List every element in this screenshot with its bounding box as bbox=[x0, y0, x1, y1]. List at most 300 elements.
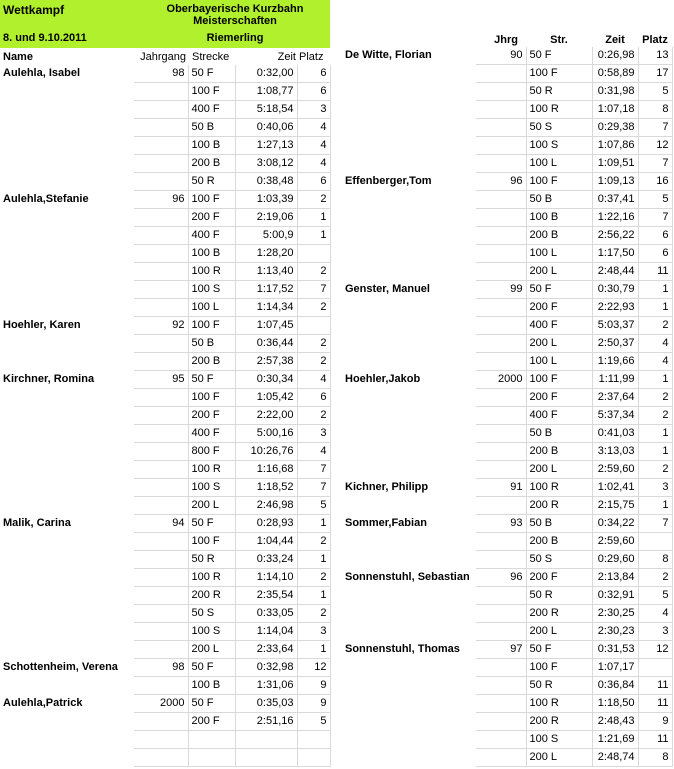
col-header-place: Platz bbox=[299, 51, 324, 63]
result-row bbox=[342, 731, 672, 749]
result-row bbox=[342, 515, 672, 533]
placing: 2 bbox=[297, 407, 330, 425]
swim-time: 1:09,51 bbox=[592, 155, 638, 173]
placing: 17 bbox=[638, 65, 672, 83]
result-row bbox=[0, 659, 330, 677]
athlete-name bbox=[342, 551, 476, 569]
placing: 4 bbox=[297, 371, 330, 389]
swim-time: 1:13,40 bbox=[235, 263, 297, 281]
athlete-name bbox=[342, 209, 476, 227]
athlete-name: Schottenheim, Verena bbox=[3, 661, 118, 673]
swim-time: 0:35,03 bbox=[235, 695, 297, 713]
result-row bbox=[0, 371, 330, 389]
birth-year bbox=[476, 695, 526, 713]
swim-time: 2:48,44 bbox=[592, 263, 638, 281]
birth-year bbox=[134, 569, 188, 587]
birth-year: 90 bbox=[476, 47, 526, 65]
stroke-distance: 100 F bbox=[188, 191, 235, 209]
result-row bbox=[0, 83, 330, 101]
athlete-name: Hoehler,Jakob bbox=[345, 373, 421, 385]
swim-time: 0:41,03 bbox=[592, 425, 638, 443]
swim-time: 2:35,54 bbox=[235, 587, 297, 605]
athlete-name bbox=[0, 551, 134, 569]
swim-time: 0:38,48 bbox=[235, 173, 297, 191]
placing: 7 bbox=[297, 461, 330, 479]
result-row bbox=[0, 749, 330, 767]
result-row bbox=[0, 551, 330, 569]
stroke-distance: 50 R bbox=[188, 173, 235, 191]
swim-time: 2:22,00 bbox=[235, 407, 297, 425]
athlete-name bbox=[342, 245, 476, 263]
athlete-name: Malik, Carina bbox=[3, 517, 71, 529]
placing: 8 bbox=[638, 101, 672, 119]
swim-time: 1:27,13 bbox=[235, 137, 297, 155]
athlete-name bbox=[0, 443, 134, 461]
placing: 4 bbox=[638, 335, 672, 353]
result-row bbox=[342, 713, 672, 731]
athlete-name bbox=[342, 353, 476, 371]
stroke-distance: 200 F bbox=[188, 209, 235, 227]
stroke-distance: 100 B bbox=[188, 677, 235, 695]
col-header-year: Jahrgang bbox=[140, 51, 186, 63]
result-row bbox=[342, 497, 672, 515]
swim-time: 1:04,44 bbox=[235, 533, 297, 551]
birth-year bbox=[134, 137, 188, 155]
result-row bbox=[342, 533, 672, 551]
birth-year bbox=[134, 101, 188, 119]
placing: 2 bbox=[638, 389, 672, 407]
birth-year bbox=[476, 587, 526, 605]
placing: 2 bbox=[297, 191, 330, 209]
stroke-distance: 100 S bbox=[526, 731, 592, 749]
placing: 13 bbox=[638, 47, 672, 65]
stroke-distance: 50 F bbox=[526, 281, 592, 299]
stroke-distance: 200 F bbox=[526, 389, 592, 407]
swim-time: 2:50,37 bbox=[592, 335, 638, 353]
swim-time: 2:59,60 bbox=[592, 461, 638, 479]
placing: 6 bbox=[297, 83, 330, 101]
result-row bbox=[342, 83, 672, 101]
birth-year bbox=[476, 623, 526, 641]
athlete-name bbox=[0, 173, 134, 191]
placing: 8 bbox=[638, 551, 672, 569]
placing: 11 bbox=[638, 677, 672, 695]
placing: 2 bbox=[297, 353, 330, 371]
result-row bbox=[0, 119, 330, 137]
birth-year bbox=[134, 461, 188, 479]
birth-year bbox=[134, 227, 188, 245]
birth-year bbox=[476, 677, 526, 695]
athlete-name: Sonnenstuhl, Thomas bbox=[345, 643, 460, 655]
result-row bbox=[342, 587, 672, 605]
birth-year bbox=[476, 209, 526, 227]
swim-time: 0:28,93 bbox=[235, 515, 297, 533]
stroke-distance: 200 L bbox=[526, 263, 592, 281]
stroke-distance: 200 B bbox=[188, 353, 235, 371]
athlete-name bbox=[342, 407, 476, 425]
athlete-name bbox=[342, 83, 476, 101]
stroke-distance: 200 L bbox=[526, 461, 592, 479]
header-band bbox=[0, 0, 330, 48]
swim-time: 1:14,10 bbox=[235, 569, 297, 587]
athlete-name bbox=[0, 731, 134, 749]
swim-time: 0:40,06 bbox=[235, 119, 297, 137]
placing: 11 bbox=[638, 731, 672, 749]
stroke-distance: 100 R bbox=[526, 479, 592, 497]
result-row bbox=[0, 227, 330, 245]
placing: 2 bbox=[297, 569, 330, 587]
result-row bbox=[0, 443, 330, 461]
swim-time: 1:19,66 bbox=[592, 353, 638, 371]
birth-year bbox=[476, 245, 526, 263]
athlete-name bbox=[0, 641, 134, 659]
swim-time: 5:37,34 bbox=[592, 407, 638, 425]
swim-time: 0:29,38 bbox=[592, 119, 638, 137]
result-row bbox=[342, 299, 672, 317]
birth-year: 92 bbox=[134, 317, 188, 335]
birth-year bbox=[476, 155, 526, 173]
result-row bbox=[342, 317, 672, 335]
swim-time: 0:33,05 bbox=[235, 605, 297, 623]
swim-time: 1:11,99 bbox=[592, 371, 638, 389]
placing: 2 bbox=[638, 461, 672, 479]
birth-year bbox=[134, 677, 188, 695]
birth-year bbox=[134, 533, 188, 551]
athlete-name bbox=[0, 713, 134, 731]
swim-time: 1:07,17 bbox=[592, 659, 638, 677]
placing: 1 bbox=[638, 371, 672, 389]
swim-time: 1:31,06 bbox=[235, 677, 297, 695]
stroke-distance: 200 L bbox=[188, 497, 235, 515]
result-row bbox=[342, 281, 672, 299]
swim-time: 0:32,00 bbox=[235, 65, 297, 83]
swim-time: 0:34,22 bbox=[592, 515, 638, 533]
athlete-name bbox=[0, 587, 134, 605]
result-row bbox=[342, 605, 672, 623]
swim-time: 5:00,16 bbox=[235, 425, 297, 443]
swim-time: 2:13,84 bbox=[592, 569, 638, 587]
athlete-name bbox=[0, 335, 134, 353]
birth-year bbox=[134, 749, 188, 767]
swim-time: 0:37,41 bbox=[592, 191, 638, 209]
birth-year bbox=[134, 587, 188, 605]
athlete-name bbox=[342, 731, 476, 749]
birth-year bbox=[476, 299, 526, 317]
stroke-distance: 50 S bbox=[188, 605, 235, 623]
placing: 2 bbox=[297, 533, 330, 551]
result-row bbox=[0, 623, 330, 641]
placing: 11 bbox=[638, 695, 672, 713]
swim-time: 1:07,86 bbox=[592, 137, 638, 155]
stroke-distance: 50 B bbox=[188, 119, 235, 137]
stroke-distance: 100 S bbox=[526, 137, 592, 155]
birth-year bbox=[134, 155, 188, 173]
placing: 4 bbox=[297, 137, 330, 155]
stroke-distance: 100 R bbox=[188, 569, 235, 587]
placing: 7 bbox=[638, 515, 672, 533]
athlete-name bbox=[342, 263, 476, 281]
stroke-distance: 100 F bbox=[188, 533, 235, 551]
result-row bbox=[342, 479, 672, 497]
athlete-name bbox=[342, 677, 476, 695]
stroke-distance bbox=[188, 749, 235, 767]
athlete-name bbox=[0, 605, 134, 623]
athlete-name: Kichner, Philipp bbox=[345, 481, 429, 493]
placing: 12 bbox=[638, 137, 672, 155]
birth-year bbox=[476, 263, 526, 281]
stroke-distance: 400 F bbox=[188, 425, 235, 443]
birth-year bbox=[476, 749, 526, 767]
athlete-name bbox=[342, 695, 476, 713]
result-row bbox=[342, 569, 672, 587]
stroke-distance: 50 F bbox=[188, 515, 235, 533]
birth-year bbox=[476, 407, 526, 425]
result-row bbox=[0, 587, 330, 605]
birth-year: 2000 bbox=[476, 371, 526, 389]
stroke-distance: 100 L bbox=[188, 299, 235, 317]
athlete-name bbox=[342, 533, 476, 551]
birth-year bbox=[134, 119, 188, 137]
result-row bbox=[342, 677, 672, 695]
stroke-distance: 50 F bbox=[188, 65, 235, 83]
athlete-name bbox=[342, 497, 476, 515]
swim-time: 1:07,18 bbox=[592, 101, 638, 119]
birth-year bbox=[134, 425, 188, 443]
birth-year bbox=[476, 533, 526, 551]
athlete-name bbox=[342, 65, 476, 83]
swim-time: 3:08,12 bbox=[235, 155, 297, 173]
placing: 9 bbox=[297, 677, 330, 695]
swim-time: 0:31,98 bbox=[592, 83, 638, 101]
birth-year: 95 bbox=[134, 371, 188, 389]
birth-year bbox=[476, 101, 526, 119]
birth-year bbox=[476, 83, 526, 101]
birth-year bbox=[134, 713, 188, 731]
swim-time: 1:17,52 bbox=[235, 281, 297, 299]
birth-year bbox=[134, 263, 188, 281]
stroke-distance: 100 F bbox=[526, 371, 592, 389]
athlete-name: Aulehla, Isabel bbox=[3, 67, 81, 80]
stroke-distance: 400 F bbox=[526, 407, 592, 425]
result-row bbox=[342, 623, 672, 641]
placing: 6 bbox=[297, 65, 330, 83]
placing bbox=[638, 659, 672, 677]
placing: 1 bbox=[297, 551, 330, 569]
stroke-distance: 50 B bbox=[526, 425, 592, 443]
stroke-distance: 200 R bbox=[526, 605, 592, 623]
swim-time: 1:18,50 bbox=[592, 695, 638, 713]
swim-time: 1:17,50 bbox=[592, 245, 638, 263]
stroke-distance: 100 F bbox=[188, 389, 235, 407]
stroke-distance: 100 B bbox=[188, 137, 235, 155]
placing: 1 bbox=[297, 515, 330, 533]
swim-time: 3:13,03 bbox=[592, 443, 638, 461]
athlete-name bbox=[342, 137, 476, 155]
result-row bbox=[342, 407, 672, 425]
birth-year bbox=[134, 479, 188, 497]
stroke-distance: 200 L bbox=[526, 335, 592, 353]
swim-time: 0:30,79 bbox=[592, 281, 638, 299]
birth-year bbox=[134, 443, 188, 461]
result-row bbox=[342, 353, 672, 371]
stroke-distance: 50 S bbox=[526, 119, 592, 137]
result-row bbox=[342, 101, 672, 119]
placing: 12 bbox=[638, 641, 672, 659]
placing: 7 bbox=[297, 281, 330, 299]
placing: 2 bbox=[297, 335, 330, 353]
athlete-name bbox=[342, 227, 476, 245]
stroke-distance: 100 R bbox=[188, 461, 235, 479]
placing: 6 bbox=[638, 245, 672, 263]
swim-time: 2:56,22 bbox=[592, 227, 638, 245]
birth-year: 91 bbox=[476, 479, 526, 497]
swim-time: 2:19,06 bbox=[235, 209, 297, 227]
stroke-distance: 200 B bbox=[526, 227, 592, 245]
placing: 1 bbox=[297, 227, 330, 245]
col-header-time-right: Zeit bbox=[605, 34, 625, 46]
athlete-name: Genster, Manuel bbox=[345, 283, 430, 295]
stroke-distance: 50 F bbox=[188, 695, 235, 713]
athlete-name bbox=[342, 605, 476, 623]
birth-year bbox=[476, 353, 526, 371]
athlete-name bbox=[0, 353, 134, 371]
swim-time: 1:22,16 bbox=[592, 209, 638, 227]
swim-time: 2:30,25 bbox=[592, 605, 638, 623]
athlete-name bbox=[342, 749, 476, 767]
placing: 2 bbox=[638, 569, 672, 587]
placing: 1 bbox=[297, 641, 330, 659]
stroke-distance: 50 B bbox=[188, 335, 235, 353]
placing: 2 bbox=[297, 299, 330, 317]
swim-time: 2:57,38 bbox=[235, 353, 297, 371]
result-row bbox=[342, 443, 672, 461]
birth-year bbox=[134, 281, 188, 299]
placing: 1 bbox=[638, 497, 672, 515]
placing: 3 bbox=[297, 623, 330, 641]
result-row bbox=[0, 425, 330, 443]
placing: 8 bbox=[638, 749, 672, 767]
result-row bbox=[0, 281, 330, 299]
stroke-distance: 100 L bbox=[526, 245, 592, 263]
result-row bbox=[0, 155, 330, 173]
swim-time: 5:03,37 bbox=[592, 317, 638, 335]
placing: 3 bbox=[638, 479, 672, 497]
stroke-distance: 400 F bbox=[188, 227, 235, 245]
athlete-name bbox=[0, 389, 134, 407]
placing: 6 bbox=[297, 389, 330, 407]
athlete-name bbox=[342, 659, 476, 677]
result-row bbox=[0, 533, 330, 551]
swim-time: 1:14,34 bbox=[235, 299, 297, 317]
birth-year bbox=[134, 389, 188, 407]
result-row bbox=[342, 551, 672, 569]
result-row bbox=[342, 335, 672, 353]
placing: 6 bbox=[297, 173, 330, 191]
athlete-name bbox=[342, 713, 476, 731]
athlete-name bbox=[0, 83, 134, 101]
athlete-name bbox=[0, 245, 134, 263]
left-results-table bbox=[0, 65, 331, 767]
athlete-name: De Witte, Florian bbox=[345, 49, 432, 62]
placing: 5 bbox=[638, 587, 672, 605]
col-header-time: Zeit bbox=[277, 51, 296, 63]
birth-year bbox=[134, 551, 188, 569]
stroke-distance: 200 F bbox=[188, 407, 235, 425]
birth-year bbox=[476, 191, 526, 209]
athlete-name bbox=[342, 191, 476, 209]
stroke-distance: 100 B bbox=[526, 209, 592, 227]
stroke-distance: 400 F bbox=[188, 101, 235, 119]
athlete-name bbox=[0, 569, 134, 587]
placing: 9 bbox=[638, 713, 672, 731]
stroke-distance: 200 L bbox=[526, 749, 592, 767]
placing: 2 bbox=[297, 605, 330, 623]
birth-year bbox=[476, 119, 526, 137]
athlete-name: Aulehla,Stefanie bbox=[3, 193, 89, 205]
stroke-distance: 50 R bbox=[526, 83, 592, 101]
birth-year: 97 bbox=[476, 641, 526, 659]
placing: 5 bbox=[297, 713, 330, 731]
result-row bbox=[342, 263, 672, 281]
placing: 4 bbox=[297, 119, 330, 137]
stroke-distance: 100 R bbox=[526, 695, 592, 713]
swim-time: 2:59,60 bbox=[592, 533, 638, 551]
stroke-distance: 200 B bbox=[526, 533, 592, 551]
result-row bbox=[0, 677, 330, 695]
swim-time: 5:00,9 bbox=[235, 227, 297, 245]
result-row bbox=[342, 227, 672, 245]
stroke-distance: 200 R bbox=[526, 713, 592, 731]
athlete-name bbox=[0, 407, 134, 425]
placing: 2 bbox=[638, 407, 672, 425]
result-row bbox=[342, 371, 672, 389]
placing: 7 bbox=[638, 119, 672, 137]
stroke-distance: 100 B bbox=[188, 245, 235, 263]
event-title-line1: Oberbayerische Kurzbahn bbox=[166, 3, 304, 15]
athlete-name bbox=[0, 101, 134, 119]
placing: 4 bbox=[638, 605, 672, 623]
result-row bbox=[0, 353, 330, 371]
birth-year bbox=[476, 713, 526, 731]
result-row bbox=[342, 173, 672, 191]
birth-year bbox=[476, 227, 526, 245]
event-title-line2: Meisterschaften bbox=[193, 15, 277, 27]
birth-year bbox=[134, 641, 188, 659]
athlete-name: Hoehler, Karen bbox=[3, 319, 81, 331]
placing: 5 bbox=[638, 83, 672, 101]
swim-time: 2:46,98 bbox=[235, 497, 297, 515]
birth-year bbox=[134, 209, 188, 227]
result-row bbox=[342, 209, 672, 227]
birth-year bbox=[476, 65, 526, 83]
athlete-name bbox=[0, 749, 134, 767]
athlete-name: Aulehla,Patrick bbox=[3, 697, 83, 709]
placing: 3 bbox=[297, 101, 330, 119]
placing: 4 bbox=[297, 155, 330, 173]
birth-year: 96 bbox=[134, 191, 188, 209]
stroke-distance: 200 B bbox=[526, 443, 592, 461]
swim-time: 1:21,69 bbox=[592, 731, 638, 749]
result-row bbox=[0, 137, 330, 155]
athlete-name bbox=[0, 425, 134, 443]
placing bbox=[297, 749, 330, 767]
athlete-name bbox=[0, 461, 134, 479]
result-row bbox=[0, 317, 330, 335]
stroke-distance: 100 F bbox=[526, 659, 592, 677]
swim-time: 2:48,43 bbox=[592, 713, 638, 731]
birth-year bbox=[134, 173, 188, 191]
athlete-name bbox=[0, 497, 134, 515]
